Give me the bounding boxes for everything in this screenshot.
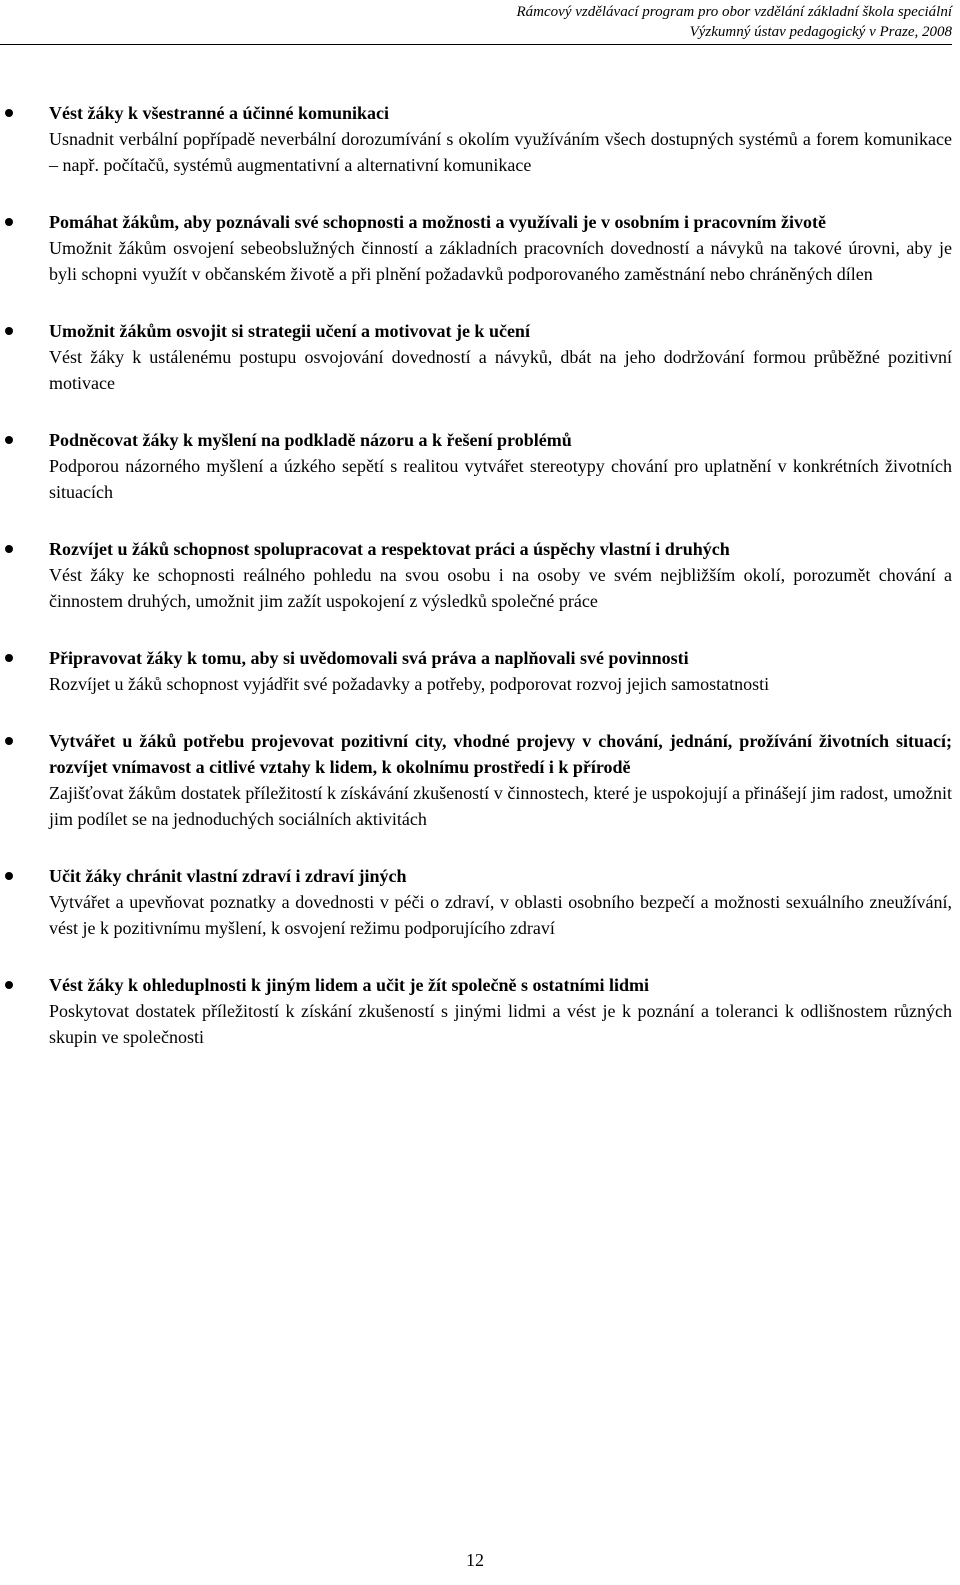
item-title: Vést žáky k ohleduplnosti k jiným lidem a učit je žít společně s ostatními lidmi: [49, 975, 650, 995]
item-body: Vytvářet a upevňovat poznatky a dovednosti v péči o zdraví, v oblasti osobního bezpečí a možnosti sexuálního zneužívání, vést je k pozitivnímu myšlení, k osvojení režimu podporujícího zdraví: [49, 892, 952, 938]
list-item: [0, 728, 952, 832]
list-item: [0, 536, 952, 614]
list-item: [0, 100, 952, 178]
bullet-icon: [5, 872, 13, 880]
bullet-icon: [5, 737, 13, 745]
item-title: Vytvářet u žáků potřebu projevovat pozitivní city, vhodné projevy v chování, jednání, prožívání životních situací; rozvíjet vnímavost a citlivé vztahy k lidem, k okolnímu prostředí i k přírodě: [49, 731, 952, 777]
header-divider: [0, 44, 952, 45]
item-title: Vést žáky k všestranné a účinné komunikaci: [49, 103, 390, 123]
item-body: Rozvíjet u žáků schopnost vyjádřit své požadavky a potřeby, podporovat rozvoj jejich samostatnosti: [49, 674, 770, 694]
bullet-icon: [5, 545, 13, 553]
list-item: [0, 863, 952, 941]
competency-list: [0, 100, 952, 1081]
item-title: Umožnit žákům osvojit si strategii učení a motivovat je k učení: [49, 321, 530, 341]
item-title: Podněcovat žáky k myšlení na podkladě názoru a k řešení problémů: [49, 430, 572, 450]
bullet-icon: [5, 218, 13, 226]
list-item: [0, 972, 952, 1050]
header-institute: Výzkumný ústav pedagogický v Praze, 2008: [689, 24, 952, 40]
item-body: Podporou názorného myšlení a úzkého sepětí s realitou vytvářet stereotypy chování pro uplatnění v konkrétních životních situacích: [49, 456, 952, 502]
item-body: Umožnit žákům osvojení sebeobslužných činností a základních pracovních dovedností a návyků na takové úrovni, aby je byli schopni využít v občanském životě a při plnění požadavků podporovaného zaměstnání nebo chráněných dílen: [49, 238, 952, 284]
bullet-icon: [5, 981, 13, 989]
item-title: Pomáhat žákům, aby poznávali své schopnosti a možnosti a využívali je v osobním i pracovním životě: [49, 212, 827, 232]
page-header: [0, 2, 952, 42]
item-body: Vést žáky ke schopnosti reálného pohledu na svou osobu i na osoby ve svém nejbližším okolí, porozumět chování a činnostem druhých, umožnit jim zažít uspokojení z výsledků společné práce: [49, 565, 952, 611]
bullet-icon: [5, 654, 13, 662]
item-title: Rozvíjet u žáků schopnost spolupracovat a respektovat práci a úspěchy vlastní i druhých: [49, 539, 730, 559]
item-body: Vést žáky k ustálenému postupu osvojování dovedností a návyků, dbát na jeho dodržování formou průběžné pozitivní motivace: [49, 347, 952, 393]
header-program-title: Rámcový vzdělávací program pro obor vzdělání základní škola speciální: [516, 4, 952, 20]
list-item: [0, 318, 952, 396]
list-item: [0, 645, 952, 697]
bullet-icon: [5, 109, 13, 117]
item-title: Učit žáky chránit vlastní zdraví i zdraví jiných: [49, 866, 407, 886]
item-title: Připravovat žáky k tomu, aby si uvědomovali svá práva a naplňovali své povinnosti: [49, 648, 689, 668]
bullet-icon: [5, 436, 13, 444]
item-body: Poskytovat dostatek příležitostí k získání zkušeností s jinými lidmi a vést je k poznání a toleranci k odlišnostem různých skupin ve společnosti: [49, 1001, 952, 1047]
item-body: Usnadnit verbální popřípadě neverbální dorozumívání s okolím využíváním všech dostupných systémů a forem komunikace – např. počítačů, systémů augmentativní a alternativní komunikace: [49, 129, 952, 175]
list-item: [0, 427, 952, 505]
list-item: [0, 209, 952, 287]
page-number: 12: [466, 1550, 484, 1570]
bullet-icon: [5, 327, 13, 335]
item-body: Zajišťovat žákům dostatek příležitostí k získávání zkušeností v činnostech, které je uspokojují a přinášejí jim radost, umožnit jim podílet se na jednoduchých sociálních aktivitách: [49, 783, 952, 829]
